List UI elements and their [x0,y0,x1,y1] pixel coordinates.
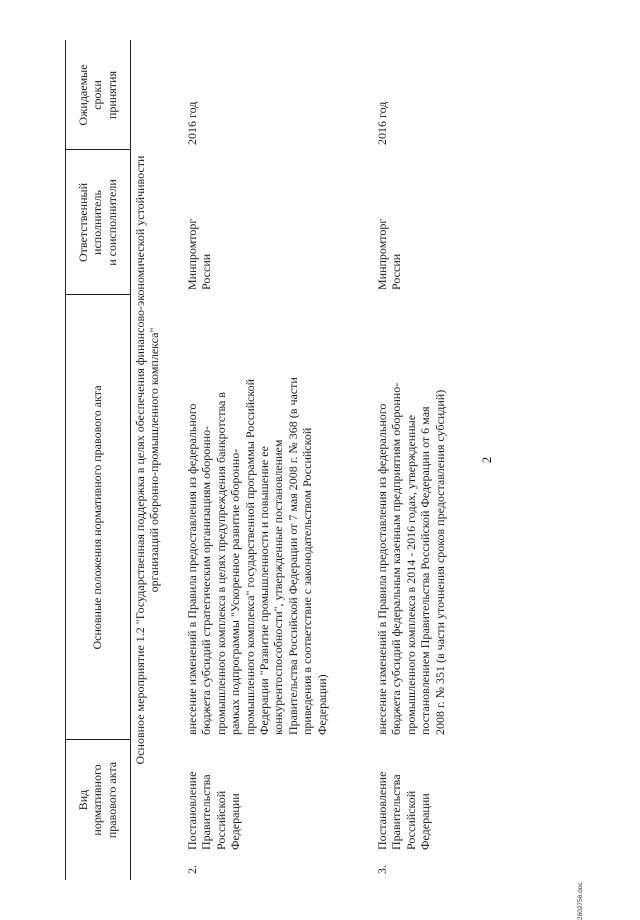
header-bottom-border [130,40,131,880]
header-executor: Ответственный исполнитель и соисполнители [75,179,119,266]
row-act-type: Постановление Правительства Российской Федерации [375,771,433,850]
page-number: 2 [479,456,494,464]
document-code: 2602756.doc [577,882,584,920]
row-number: 3. [375,865,389,874]
row-executor: Минпромторг России [375,218,404,290]
row-provisions: внесение изменений в Правила предоставления из федерального бюджета субсидий федеральным казенным предприятиям оборонно- промышленного комплекса в 2014 - 2016 годах, утвержденные постановлением Правительства Российской Федерации от 6 мая 2008 г. № 351 (в части уточнения сроков предоставления субсидий) [375,382,447,735]
row-executor: Минпромторг России [185,218,214,290]
row-deadline: 2016 год [375,101,389,145]
row-number: 2. [185,865,199,874]
header-type: Вид нормативного правового акта [75,761,119,839]
section-title: Основное мероприятие 1.2 "Государственная поддержка в целях обеспечения финансово-экономической устойчивости организаций оборонно-промышленного комплекса" [133,155,162,765]
rotated-page [65,40,585,920]
row-act-type: Постановление Правительства Российской Федерации [185,771,243,850]
row-provisions: внесение изменений в Правила предоставления из федерального бюджета субсидий стратегическим организациям оборонно- промышленного комплекса в целях предупреждения банкротства в рамках подпрограммы "Ускоренное развитие оборонно- промышленного комплекса" государственной программы Российской Федерации "Развитие промышленности и повышение ее конкурентоспособности", утвержденные постановлением Правительства Российской Федерации от 7 мая 2008 г. № 368 (в части приведения в соответствие с законодательством Российской Федерации) [185,377,329,735]
header-deadline: Ожидаемые сроки принятия [75,64,119,126]
header-provisions: Основные положения нормативного правового акта [90,385,105,650]
row-deadline: 2016 год [185,101,199,145]
